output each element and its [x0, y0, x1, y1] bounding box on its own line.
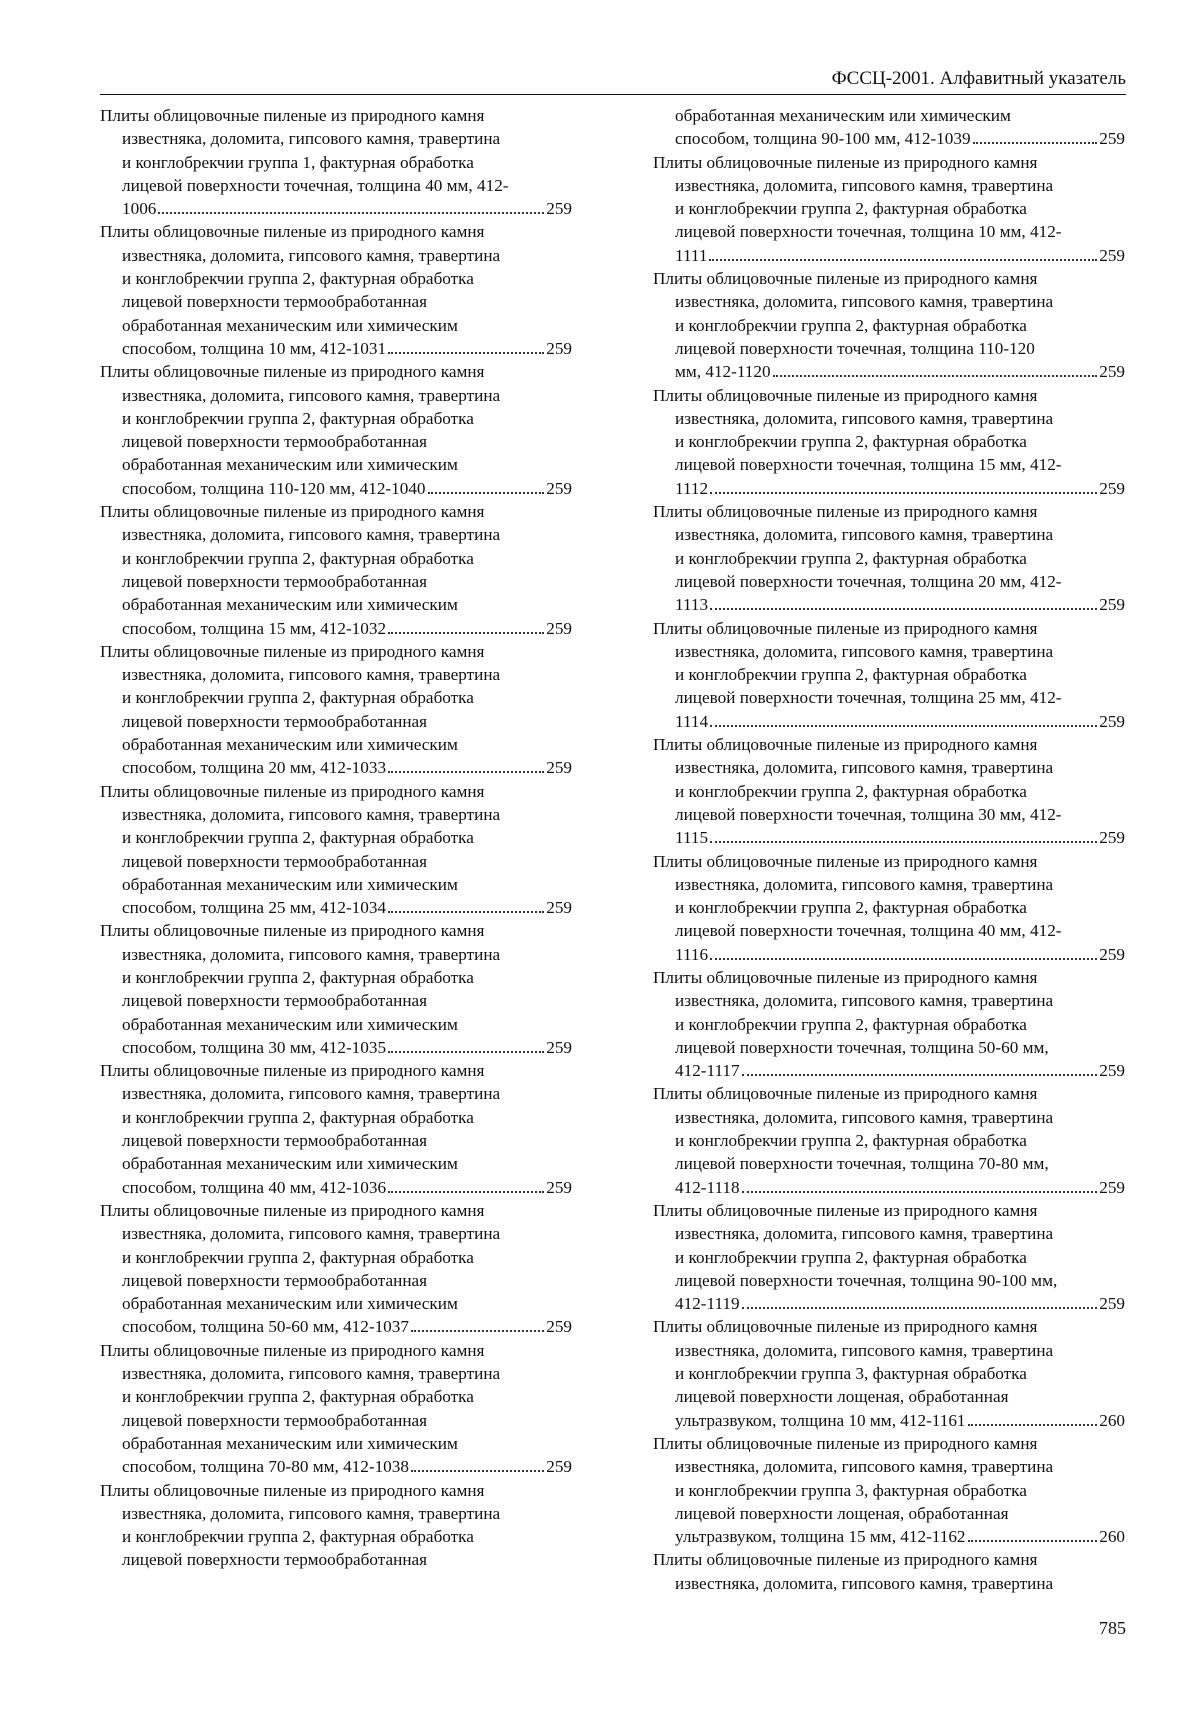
entry-code: 1114: [675, 711, 709, 731]
dot-leader: [388, 899, 544, 913]
dot-leader: [973, 130, 1098, 144]
entry-text-line: обработанная механическим или химическим: [675, 106, 1011, 125]
entry-page-ref: 259: [1099, 1177, 1125, 1197]
index-entry: [100, 1059, 572, 1199]
entry-last-line: [653, 593, 1125, 616]
entry-text-line: и конглобрекчии группа 2, фактурная обработка: [122, 1527, 474, 1547]
entry-last-line: [653, 244, 1125, 267]
entry-last-line: [653, 710, 1125, 733]
entry-text-line: и конглобрекчии группа 2, фактурная обработка: [675, 1247, 1027, 1267]
entry-last-line: [653, 826, 1125, 849]
entry-text-line: и конглобрекчии группа 2, фактурная обработка: [675, 1131, 1027, 1151]
index-entry: [653, 1199, 1125, 1315]
entry-text-line: и конглобрекчии группа 2, фактурная обработка: [122, 688, 474, 708]
entry-text-line: лицевой поверхности термообработанная: [122, 711, 428, 731]
entry-text-line: лицевой поверхности термообработанная: [122, 1131, 428, 1151]
index-entry: [100, 500, 572, 640]
entry-text-line: лицевой поверхности точечная, толщина 40 мм, 412-: [675, 921, 1062, 941]
entry-page-ref: 259: [1099, 828, 1125, 848]
entry-text-line: известняка, доломита, гипсового камня, травертина: [122, 245, 501, 265]
dot-leader: [388, 340, 544, 354]
entry-text-line: и конглобрекчии группа 2, фактурная обработка: [122, 1247, 474, 1267]
entry-last-line: [653, 360, 1125, 383]
dot-leader: [710, 713, 1097, 727]
entry-text-line: и конглобрекчии группа 2, фактурная обработка: [122, 967, 474, 987]
entry-text-line: известняка, доломита, гипсового камня, травертина: [675, 1107, 1054, 1127]
entry-text-line: обработанная механическим или химическим: [122, 735, 458, 755]
dot-leader: [710, 946, 1097, 960]
entry-last-line: [653, 1176, 1125, 1199]
entry-text-line: Плиты облицовочные пиленые из природного камня: [100, 1061, 485, 1081]
entry-text-line: и конглобрекчии группа 3, фактурная обработка: [675, 1364, 1027, 1384]
entry-text-line: Плиты облицовочные пиленые из природного камня: [100, 1200, 485, 1220]
dot-leader: [710, 829, 1097, 843]
entry-code: способом, толщина 15 мм, 412-1032: [122, 618, 387, 638]
entry-text-line: лицевой поверхности точечная, толщина 20 мм, 412-: [675, 571, 1062, 591]
entry-text-line: Плиты облицовочные пиленые из природного камня: [653, 1433, 1038, 1453]
dot-leader: [968, 1412, 1098, 1426]
entry-text-line: обработанная механическим или химическим: [122, 1154, 458, 1174]
entry-text-line: лицевой поверхности термообработанная: [122, 1270, 428, 1290]
entry-text-line: и конглобрекчии группа 2, фактурная обработка: [675, 1014, 1027, 1034]
entry-text-line: лицевой поверхности термообработанная: [122, 1410, 428, 1430]
entry-text-line: лицевой поверхности точечная, толщина 25 мм, 412-: [675, 688, 1062, 708]
entry-text-line: лицевой поверхности точечная, толщина 40 мм, 412-: [122, 175, 509, 195]
entry-text-line: известняка, доломита, гипсового камня, травертина: [122, 525, 501, 545]
index-entry: [653, 1432, 1125, 1548]
entry-text-line: известняка, доломита, гипсового камня, травертина: [675, 1573, 1054, 1593]
entry-last-line: [100, 477, 572, 500]
entry-last-line: [100, 1036, 572, 1059]
entry-text-line: лицевой поверхности точечная, толщина 90-100 мм,: [675, 1270, 1058, 1290]
entry-text-line: обработанная механическим или химическим: [122, 874, 458, 894]
entry-code: ультразвуком, толщина 15 мм, 412-1162: [675, 1527, 966, 1547]
entry-text-line: известняка, доломита, гипсового камня, травертина: [675, 1224, 1054, 1244]
index-entry: [100, 919, 572, 1059]
index-entry: [653, 1548, 1125, 1595]
entry-text-line: лицевой поверхности термообработанная: [122, 1550, 428, 1570]
dot-leader: [742, 1062, 1098, 1076]
entry-text-line: известняка, доломита, гипсового камня, травертина: [122, 665, 501, 685]
entry-page-ref: 260: [1099, 1527, 1125, 1547]
entry-last-line: [100, 197, 572, 220]
entry-text-line: и конглобрекчии группа 3, фактурная обработка: [675, 1480, 1027, 1500]
entry-text-line: Плиты облицовочные пиленые из природного камня: [653, 502, 1038, 522]
entry-page-ref: 259: [546, 1317, 572, 1337]
entry-page-ref: 259: [546, 898, 572, 918]
entry-code: способом, толщина 70-80 мм, 412-1038: [122, 1457, 409, 1477]
entry-code: 1111: [675, 245, 708, 265]
entry-page-ref: 259: [546, 1037, 572, 1057]
entry-last-line: [653, 1409, 1125, 1432]
entry-text-line: и конглобрекчии группа 2, фактурная обработка: [122, 1107, 474, 1127]
running-header: [100, 64, 1126, 95]
entry-last-line: [653, 1292, 1125, 1315]
entry-last-line: [100, 896, 572, 919]
dot-leader: [388, 1179, 544, 1193]
entry-text-line: лицевой поверхности точечная, толщина 30 мм, 412-: [675, 804, 1062, 824]
index-entry: [100, 1479, 572, 1572]
entry-code: ультразвуком, толщина 10 мм, 412-1161: [675, 1410, 966, 1430]
entry-last-line: [100, 1315, 572, 1338]
entry-text-line: обработанная механическим или химическим: [122, 1294, 458, 1314]
dot-leader: [388, 620, 544, 634]
entry-text-line: известняка, доломита, гипсового камня, травертина: [122, 129, 501, 149]
entry-text-line: и конглобрекчии группа 2, фактурная обработка: [675, 898, 1027, 918]
entry-text-line: лицевой поверхности термообработанная: [122, 571, 428, 591]
entry-code: мм, 412-1120: [675, 362, 771, 382]
entry-code: способом, толщина 110-120 мм, 412-1040: [122, 478, 426, 498]
entry-page-ref: 259: [1099, 478, 1125, 498]
index-entry: [653, 617, 1125, 733]
entry-code: 1115: [675, 828, 709, 848]
entry-page-ref: 259: [546, 618, 572, 638]
entry-text-line: Плиты облицовочные пиленые из природного камня: [100, 921, 485, 941]
page-number: 785: [1099, 1618, 1126, 1638]
entry-text-line: и конглобрекчии группа 2, фактурная обработка: [675, 781, 1027, 801]
entry-text-line: и конглобрекчии группа 2, фактурная обработка: [675, 199, 1027, 219]
entry-page-ref: 259: [546, 1457, 572, 1477]
entry-last-line: [653, 943, 1125, 966]
index-entry: [653, 1082, 1125, 1198]
entry-text-line: лицевой поверхности термообработанная: [122, 292, 428, 312]
entry-text-line: Плиты облицовочные пиленые из природного камня: [653, 385, 1038, 405]
entry-text-line: лицевой поверхности точечная, толщина 15 мм, 412-: [675, 455, 1062, 475]
entry-text-line: и конглобрекчии группа 2, фактурная обработка: [122, 548, 474, 568]
entry-code: способом, толщина 10 мм, 412-1031: [122, 338, 387, 358]
entry-code: 1006: [122, 199, 157, 219]
entry-page-ref: 259: [1099, 711, 1125, 731]
entry-text-line: Плиты облицовочные пиленые из природного камня: [653, 1317, 1038, 1337]
entry-text-line: Плиты облицовочные пиленые из природного камня: [100, 641, 485, 661]
index-entry: [653, 151, 1125, 267]
entry-text-line: Плиты облицовочные пиленые из природного камня: [100, 502, 485, 522]
entry-text-line: Плиты облицовочные пиленые из природного камня: [653, 1084, 1038, 1104]
entry-text-line: лицевой поверхности термообработанная: [122, 991, 428, 1011]
entry-last-line: [100, 617, 572, 640]
dot-leader: [411, 1318, 544, 1332]
entry-text-line: известняка, доломита, гипсового камня, травертина: [675, 175, 1054, 195]
entry-text-line: известняка, доломита, гипсового камня, травертина: [122, 1224, 501, 1244]
dot-leader: [428, 480, 545, 494]
dot-leader: [158, 200, 544, 214]
entry-text-line: и конглобрекчии группа 2, фактурная обработка: [675, 665, 1027, 685]
entry-page-ref: 260: [1099, 1410, 1125, 1430]
entry-last-line: [653, 1059, 1125, 1082]
dot-leader: [411, 1458, 544, 1472]
dot-leader: [388, 1039, 544, 1053]
index-entry: [653, 966, 1125, 1082]
entry-last-line: [653, 1525, 1125, 1548]
entry-text-line: известняка, доломита, гипсового камня, травертина: [122, 385, 501, 405]
entry-code: способом, толщина 90-100 мм, 412-1039: [675, 129, 971, 149]
dot-leader: [709, 247, 1097, 261]
entry-code: 1116: [675, 944, 709, 964]
entry-text-line: Плиты облицовочные пиленые из природного камня: [100, 781, 485, 801]
entry-text-line: известняка, доломита, гипсового камня, травертина: [122, 944, 501, 964]
index-entry: [653, 500, 1125, 616]
index-entry: [653, 104, 1125, 151]
entry-text-line: лицевой поверхности лощеная, обработанная: [675, 1503, 1009, 1523]
entry-code: 412-1117: [675, 1061, 740, 1081]
entry-text-line: и конглобрекчии группа 2, фактурная обработка: [122, 408, 474, 428]
dot-leader: [968, 1528, 1098, 1542]
index-entry: [100, 1339, 572, 1479]
index-entry: [100, 220, 572, 360]
index-entry: [653, 850, 1125, 966]
dot-leader: [742, 1295, 1098, 1309]
entry-text-line: Плиты облицовочные пиленые из природного камня: [100, 1340, 485, 1360]
dot-leader: [773, 363, 1098, 377]
entry-text-line: лицевой поверхности термообработанная: [122, 432, 428, 452]
entry-text-line: известняка, доломита, гипсового камня, травертина: [675, 525, 1054, 545]
entry-text-line: известняка, доломита, гипсового камня, травертина: [675, 874, 1054, 894]
entry-page-ref: 259: [546, 758, 572, 778]
entry-text-line: известняка, доломита, гипсового камня, травертина: [122, 1364, 501, 1384]
entry-code: 412-1118: [675, 1177, 740, 1197]
entry-text-line: Плиты облицовочные пиленые из природного камня: [653, 269, 1038, 289]
entry-text-line: Плиты облицовочные пиленые из природного камня: [653, 735, 1038, 755]
entry-text-line: Плиты облицовочные пиленые из природного камня: [653, 967, 1038, 987]
entry-text-line: обработанная механическим или химическим: [122, 1433, 458, 1453]
index-entry: [653, 733, 1125, 849]
entry-text-line: обработанная механическим или химическим: [122, 595, 458, 615]
entry-page-ref: 259: [1099, 595, 1125, 615]
entry-text-line: Плиты облицовочные пиленые из природного камня: [100, 1480, 485, 1500]
dot-leader: [710, 596, 1097, 610]
index-entry: [100, 360, 572, 500]
entry-page-ref: 259: [546, 338, 572, 358]
entry-text-line: и конглобрекчии группа 2, фактурная обработка: [675, 548, 1027, 568]
entry-text-line: и конглобрекчии группа 2, фактурная обработка: [122, 269, 474, 289]
entry-code: способом, толщина 20 мм, 412-1033: [122, 758, 387, 778]
entry-last-line: [100, 337, 572, 360]
index-entry: [100, 780, 572, 920]
index-entry: [100, 640, 572, 780]
entry-text-line: и конглобрекчии группа 2, фактурная обработка: [675, 315, 1027, 335]
index-entry: [653, 1315, 1125, 1431]
entry-code: 1112: [675, 478, 709, 498]
entry-page-ref: 259: [546, 199, 572, 219]
entry-code: способом, толщина 40 мм, 412-1036: [122, 1177, 387, 1197]
entry-text-line: известняка, доломита, гипсового камня, травертина: [122, 804, 501, 824]
dot-leader: [388, 759, 544, 773]
entry-page-ref: 259: [1099, 944, 1125, 964]
entry-text-line: Плиты облицовочные пиленые из природного камня: [653, 1200, 1038, 1220]
entry-text-line: известняка, доломита, гипсового камня, травертина: [122, 1084, 501, 1104]
entry-text-line: известняка, доломита, гипсового камня, травертина: [675, 1457, 1054, 1477]
index-entry: [100, 104, 572, 220]
entry-text-line: Плиты облицовочные пиленые из природного камня: [100, 362, 485, 382]
dot-leader: [742, 1179, 1098, 1193]
header-title: ФССЦ-2001. Алфавитный указатель: [831, 68, 1126, 89]
entry-text-line: известняка, доломита, гипсового камня, травертина: [675, 408, 1054, 428]
index-column-left: [100, 104, 572, 1572]
entry-page-ref: 259: [1099, 362, 1125, 382]
entry-text-line: лицевой поверхности термообработанная: [122, 851, 428, 871]
entry-text-line: известняка, доломита, гипсового камня, травертина: [675, 1340, 1054, 1360]
entry-text-line: известняка, доломита, гипсового камня, травертина: [675, 991, 1054, 1011]
index-entry: [100, 1199, 572, 1339]
entry-text-line: и конглобрекчии группа 2, фактурная обработка: [675, 432, 1027, 452]
entry-code: способом, толщина 30 мм, 412-1035: [122, 1037, 387, 1057]
entry-text-line: обработанная механическим или химическим: [122, 455, 458, 475]
entry-text-line: лицевой поверхности точечная, толщина 50-60 мм,: [675, 1037, 1049, 1057]
entry-code: 1113: [675, 595, 709, 615]
entry-last-line: [100, 1176, 572, 1199]
entry-page-ref: 259: [1099, 1294, 1125, 1314]
entry-last-line: [653, 127, 1125, 150]
entry-page-ref: 259: [546, 1177, 572, 1197]
entry-code: 412-1119: [675, 1294, 740, 1314]
entry-text-line: и конглобрекчии группа 1, фактурная обработка: [122, 152, 474, 172]
entry-text-line: лицевой поверхности лощеная, обработанная: [675, 1387, 1009, 1407]
entry-text-line: лицевой поверхности точечная, толщина 110-120: [675, 338, 1035, 358]
entry-text-line: Плиты облицовочные пиленые из природного камня: [653, 152, 1038, 172]
entry-text-line: известняка, доломита, гипсового камня, травертина: [675, 292, 1054, 312]
entry-text-line: Плиты облицовочные пиленые из природного камня: [653, 618, 1038, 638]
entry-text-line: и конглобрекчии группа 2, фактурная обработка: [122, 1387, 474, 1407]
entry-page-ref: 259: [1099, 1061, 1125, 1081]
dot-leader: [710, 480, 1097, 494]
entry-text-line: Плиты облицовочные пиленые из природного камня: [653, 851, 1038, 871]
entry-text-line: обработанная механическим или химическим: [122, 1014, 458, 1034]
entry-text-line: обработанная механическим или химическим: [122, 315, 458, 335]
index-entry: [653, 267, 1125, 383]
entry-page-ref: 259: [1099, 245, 1125, 265]
entry-text-line: Плиты облицовочные пиленые из природного камня: [653, 1550, 1038, 1570]
entry-text-line: лицевой поверхности точечная, толщина 10 мм, 412-: [675, 222, 1062, 242]
entry-page-ref: 259: [1099, 129, 1125, 149]
entry-last-line: [100, 756, 572, 779]
index-column-right: [653, 104, 1125, 1595]
entry-text-line: и конглобрекчии группа 2, фактурная обработка: [122, 828, 474, 848]
entry-text-line: известняка, доломита, гипсового камня, травертина: [675, 641, 1054, 661]
entry-code: способом, толщина 25 мм, 412-1034: [122, 898, 387, 918]
entry-text-line: известняка, доломита, гипсового камня, травертина: [122, 1503, 501, 1523]
index-entry: [653, 384, 1125, 500]
entry-last-line: [653, 477, 1125, 500]
entry-text-line: известняка, доломита, гипсового камня, травертина: [675, 758, 1054, 778]
entry-code: способом, толщина 50-60 мм, 412-1037: [122, 1317, 409, 1337]
entry-page-ref: 259: [546, 478, 572, 498]
entry-text-line: Плиты облицовочные пиленые из природного камня: [100, 106, 485, 125]
entry-text-line: Плиты облицовочные пиленые из природного камня: [100, 222, 485, 242]
entry-text-line: лицевой поверхности точечная, толщина 70-80 мм,: [675, 1154, 1049, 1174]
entry-last-line: [100, 1455, 572, 1478]
